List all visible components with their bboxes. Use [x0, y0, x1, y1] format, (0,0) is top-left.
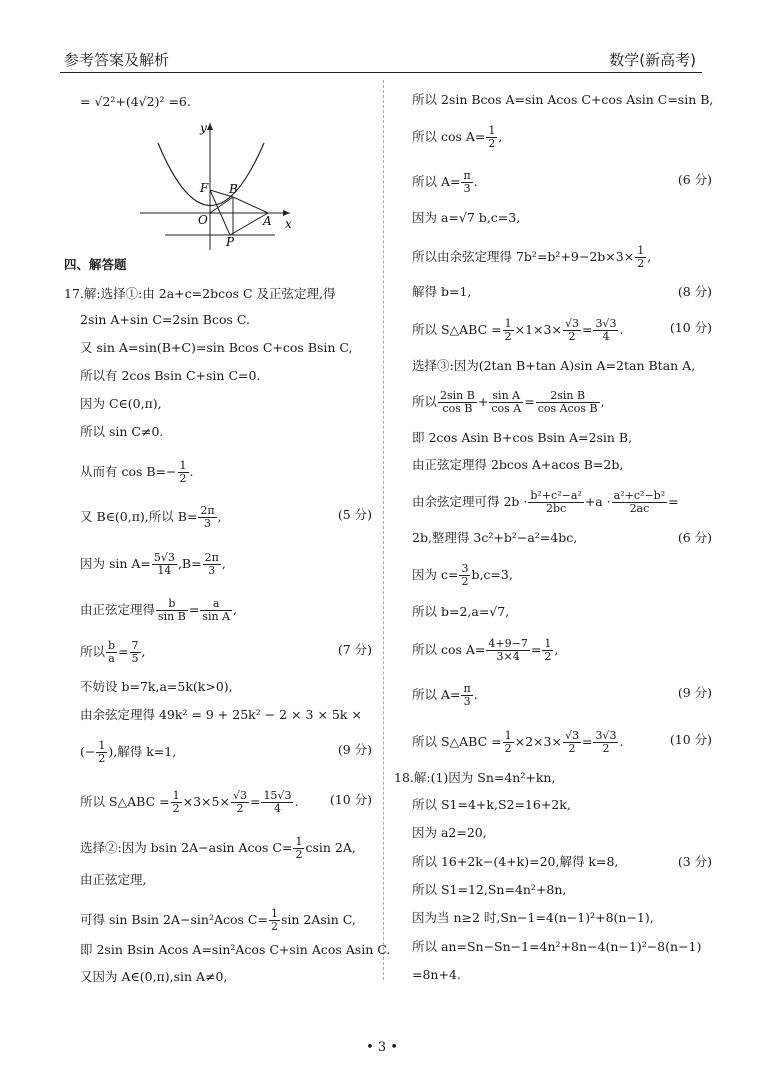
right-column [394, 0, 714, 1074]
score-mark: (5 分) [337, 507, 372, 522]
label-A: A [263, 214, 272, 228]
text-line: 所以 $\frac{\text{2sin B}}{\text{cos B}}$ + $\frac{\text{sin A}}{\text{cos A}}$ = $\frac{\text{2sin B}}{\text{cos Acos B}}$ , [412, 389, 605, 415]
text-line: 所以有 2cos Bsin C+sin C=0. [80, 368, 261, 383]
score-mark: (10 分) [669, 732, 712, 747]
text-line: 因为 sin A= $\frac{5√3}{14}$ ,B= $\frac{2\pi}{3}$ , [80, 551, 226, 577]
text-line: 所以 $\frac{b}{a}$ = $\frac{7}{5}$ , [80, 639, 146, 665]
problem-18-line: 18.解:(1)因为 Sn=4n²+kn, [394, 770, 556, 785]
text-line: 所以 16+2k−(4+k)=20,解得 k=8, [412, 854, 619, 869]
text-line: 所以 sin C≠0. [80, 424, 164, 439]
text-line: 因为 C∈(0,π), [80, 396, 162, 411]
text-line: 从而有 cos B=− $\frac{1}{2}$ . [80, 459, 194, 485]
problem-17-line: 17.解:选择①:由 2a+c=2bcos C 及正弦定理,得 [64, 286, 336, 301]
label-B: B [229, 182, 238, 196]
text-line: 即 2cos Asin B+cos Bsin A=2sin B, [412, 430, 633, 445]
text-line: 由正弦定理得 $\frac{b}{\text{sin B}}$ = $\frac{a}{\text{sin A}}$ , [80, 597, 238, 623]
section-heading: 四、解答题 [64, 257, 127, 272]
label-P: P [226, 235, 235, 249]
page-number: • 3 • [366, 1040, 398, 1055]
score-mark: (6 分) [677, 530, 712, 545]
score-mark: (6 分) [677, 172, 712, 187]
parabola-figure [130, 118, 300, 253]
text-line: 又 sin A=sin(B+C)=sin Bcos C+cos Bsin C, [80, 340, 353, 355]
text-line: 由余弦定理可得 2b · $\frac{\text{b²+c²−a²}}{2bc}$ +a · $\frac{\text{a²+c²−b²}}{2ac}$ = [412, 489, 679, 515]
equation-line: = √2²+(4√2)² =6. [80, 94, 191, 109]
text-line: 所以 S△ABC = $\frac{1}{2}$ ×3×5× $\frac{√3}{2}$ = $\frac{15√3}{4}$ . [80, 789, 299, 815]
text-line: 又因为 A∈(0,π),sin A≠0, [80, 969, 228, 984]
text-line: 所以 S1=4+k,S2=16+2k, [412, 797, 571, 812]
column-divider [383, 80, 384, 980]
text-line: 因为 c= $\frac{3}{2}$ b,c=3, [412, 562, 513, 588]
score-mark: (3 分) [677, 854, 712, 869]
text-line: =8n+4. [412, 967, 461, 982]
text-line: 即 2sin Bsin Acos A=sin²Acos C+sin Acos Asin C. [80, 942, 391, 957]
text-line: 由余弦定理得 49k² = 9 + 25k² − 2 × 3 × 5k × [80, 707, 362, 722]
text-line: 选择③:因为(2tan B+tan A)sin A=2tan Btan A, [412, 358, 696, 373]
text-line: 不妨设 b=7k,a=5k(k>0), [80, 679, 233, 694]
text-line: 所以 an=Sn−Sn−1=4n²+8n−4(n−1)²−8(n−1) [412, 939, 702, 954]
score-mark: (10 分) [669, 320, 712, 335]
text-line: (− $\frac{1}{2}$ ),解得 k=1, [80, 739, 177, 765]
text-line: 又 B∈(0,π),所以 B= $\frac{2\pi}{3}$ , [80, 504, 222, 530]
text-line: 解得 b=1, [412, 284, 472, 299]
score-mark: (10 分) [329, 792, 372, 807]
label-x: x [285, 217, 292, 231]
text-line: 因为 a=√7 b,c=3, [412, 210, 521, 225]
text-line: 所以 S△ABC = $\frac{1}{2}$ ×2×3× $\frac{√3}{2}$ = $\frac{3√3}{2}$ . [412, 729, 624, 755]
score-mark: (8 分) [677, 284, 712, 299]
label-F: F [200, 181, 209, 195]
text-line: 所以由余弦定理得 7b²=b²+9−2b×3× $\frac{1}{2}$ , [412, 244, 652, 270]
text-line: 所以 S1=12,Sn=4n²+8n, [412, 882, 567, 897]
text-line: 所以 b=2,a=√7, [412, 604, 510, 619]
score-mark: (9 分) [337, 742, 372, 757]
text-line: 因为当 n≥2 时,Sn−1=4(n−1)²+8(n−1), [412, 910, 654, 925]
header-subject: 数学(新高考) [609, 51, 696, 69]
text-line: 可得 sin Bsin 2A−sin²Acos C= $\frac{1}{2}$ sin 2Asin C, [80, 907, 356, 933]
text-line: 由正弦定理得 2bcos A+acos B=2b, [412, 457, 624, 472]
score-mark: (7 分) [337, 642, 372, 657]
text-line: 所以 A= $\frac{\pi}{3}$ . [412, 169, 478, 195]
text-line: 2sin A+sin C=2sin Bcos C. [80, 312, 250, 327]
label-O: O [198, 213, 208, 227]
text-line: 由正弦定理, [80, 872, 147, 887]
text-line: 所以 cos A= $\frac{1}{2}$ , [412, 124, 503, 150]
label-y: y [200, 121, 207, 135]
text-line: 所以 S△ABC = $\frac{1}{2}$ ×1×3× $\frac{√3}{2}$ = $\frac{3√3}{4}$ . [412, 317, 624, 343]
text-line: 所以 cos A= $\frac{4+9-7}{3\times 4}$ = $\frac{1}{2}$ , [412, 637, 559, 663]
header-title: 参考答案及解析 [64, 51, 170, 69]
text-line: 所以 A= $\frac{\pi}{3}$ . [412, 682, 478, 708]
text-line: 因为 a2=20, [412, 825, 487, 840]
text-line: 选择②:因为 bsin 2A−asin Acos C= $\frac{1}{2}$ csin 2A, [80, 835, 356, 861]
text-line: 2b,整理得 3c²+b²−a²=4bc, [412, 530, 578, 545]
score-mark: (9 分) [677, 685, 712, 700]
text-line: 所以 2sin Bcos A=sin Acos C+cos Asin C=sin B, [412, 92, 714, 107]
